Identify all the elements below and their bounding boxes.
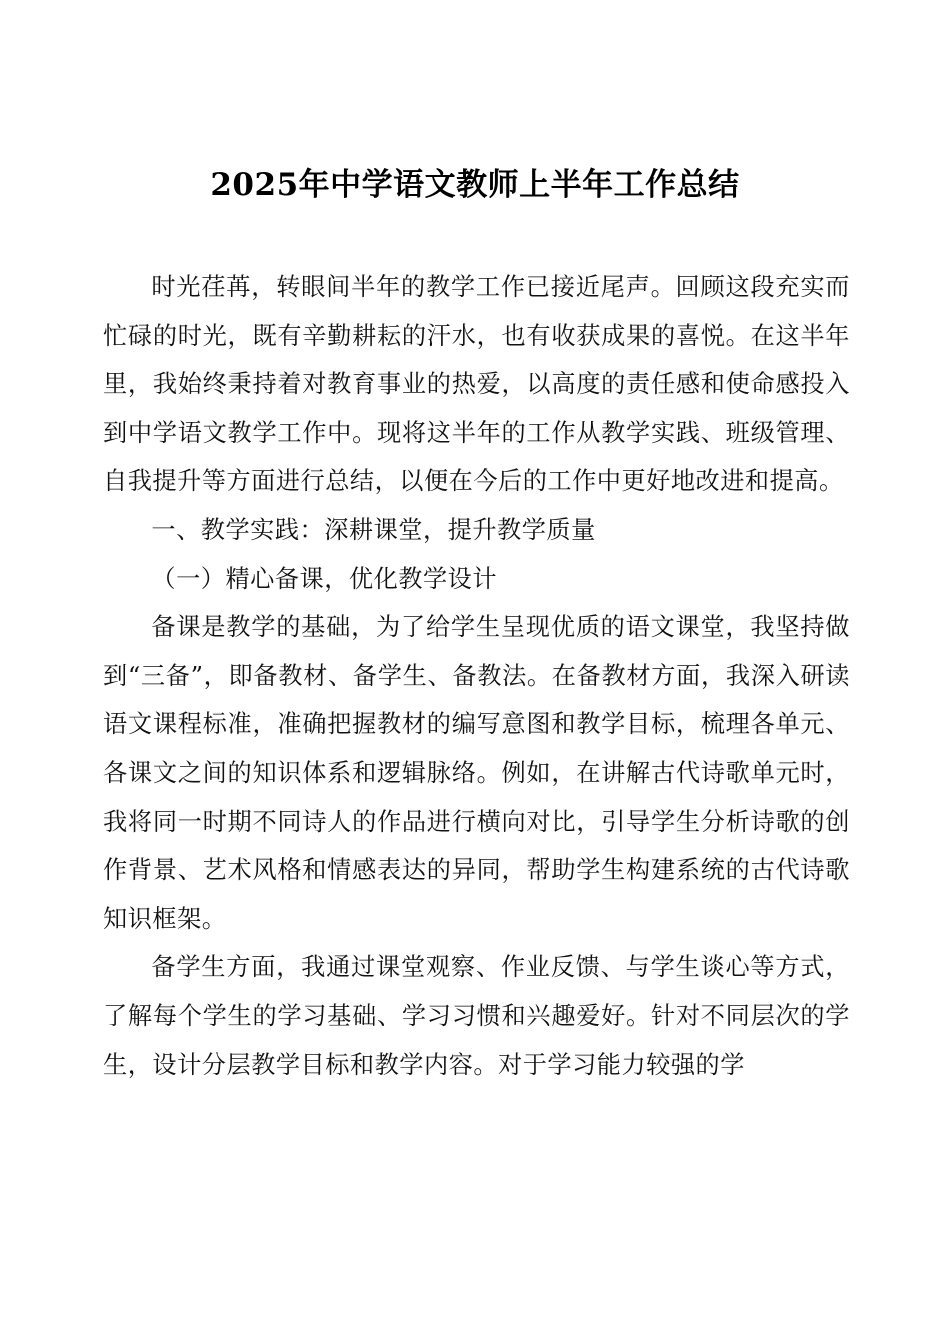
body-paragraph: 备学生方面，我通过课堂观察、作业反馈、与学生谈心等方式，了解每个学生的学习基础、学习习惯和兴趣爱好。针对不同层次的学生，设计分层教学目标和教学内容。对于学习能力较强的学 bbox=[103, 953, 850, 1079]
intro-paragraph: 时光荏苒，转眼间半年的教学工作已接近尾声。回顾这段充实而忙碌的时光，既有辛勤耕耘的汗水，也有收获成果的喜悦。在这半年里，我始终秉持着对教育事业的热爱，以高度的责任感和使命感投入到中学语文教学工作中。现将这半年的工作从教学实践、班级管理、自我提升等方面进行总结，以便在今后的工作中更好地改进和提高。 bbox=[103, 273, 850, 496]
document-body bbox=[103, 263, 850, 1089]
subsection-heading: （一）精心备课，优化教学设计 bbox=[151, 564, 498, 593]
document-title: 2025年中学语文教师上半年工作总结 bbox=[210, 167, 740, 203]
body-paragraph: 备课是教学的基础，为了给学生呈现优质的语文课堂，我坚持做到“三备”，即备教材、备学生、备教法。在备教材方面，我深入研读语文课程标准，准确把握教材的编写意图和教学目标，梳理各单元、各课文之间的知识体系和逻辑脉络。例如，在讲解古代诗歌单元时，我将同一时期不同诗人的作品进行横向对比，引导学生分析诗歌的创作背景、艺术风格和情感表达的异同，帮助学生构建系统的古代诗歌知识框架。 bbox=[103, 613, 850, 933]
section-heading: 一、教学实践：深耕课堂，提升教学质量 bbox=[151, 515, 596, 544]
